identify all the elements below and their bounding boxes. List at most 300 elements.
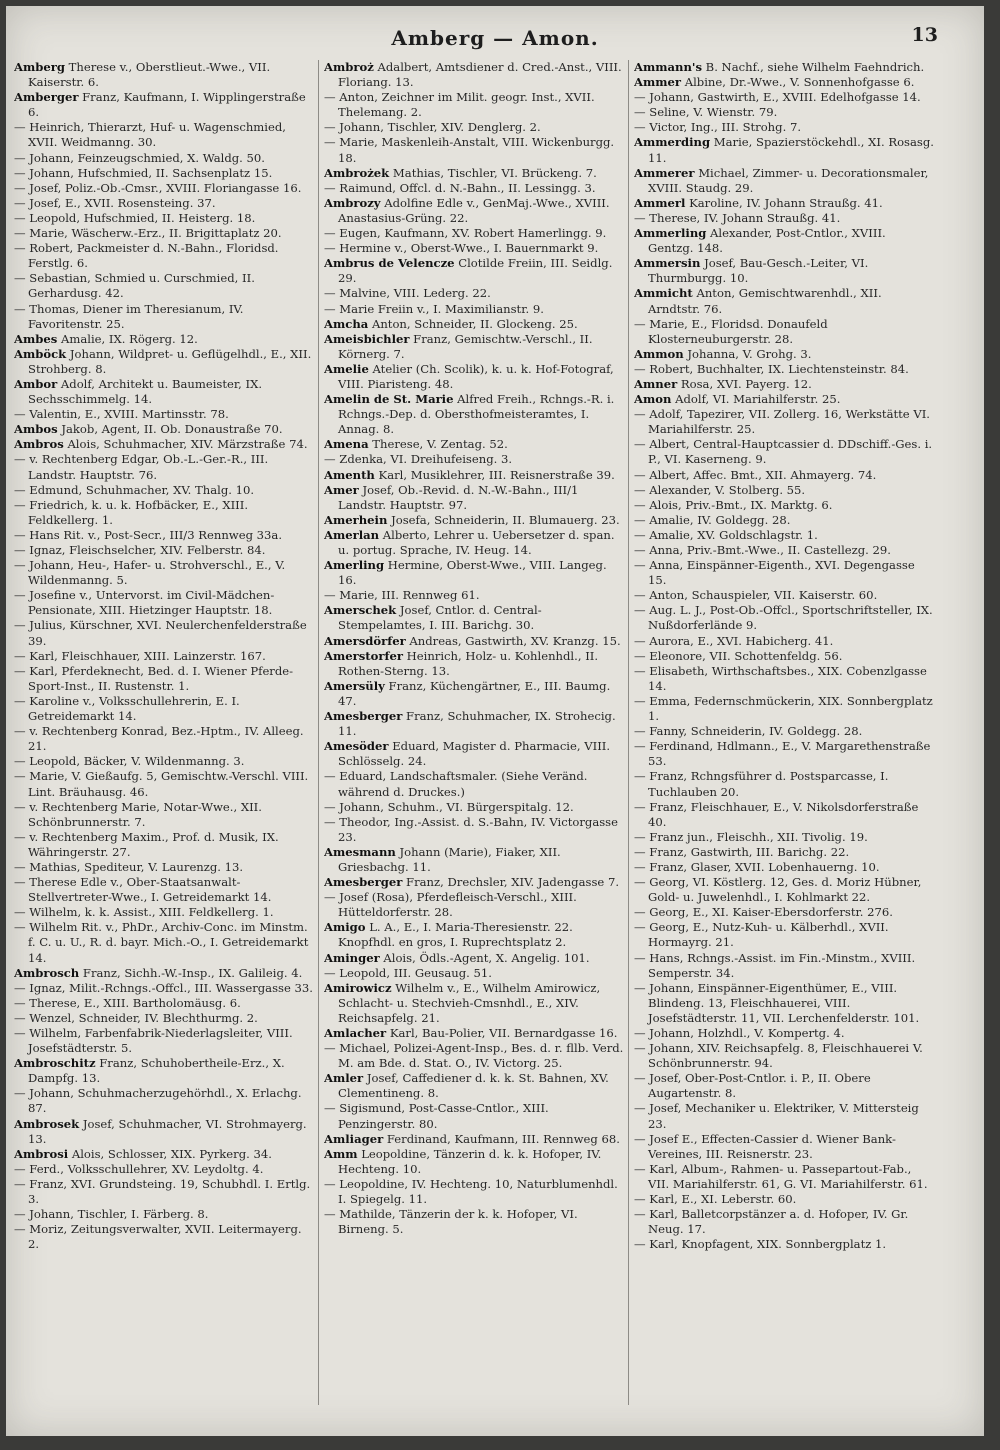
entry-surname: Amerlan (324, 527, 380, 542)
entry-details: Karl, Musiklehrer, III. Reisnerstraße 39. (378, 467, 615, 482)
entry-details: Amalie, IV. Goldegg. 28. (649, 512, 791, 527)
entry-details: Karl, Bau-Polier, VII. Bernardgasse 16. (389, 1026, 618, 1040)
directory-entry (324, 679, 624, 709)
directory-entry (634, 256, 934, 286)
entry-ditto-dash: — (14, 210, 26, 225)
entry-details: Wenzel, Schneider, IV. Blechthurmg. 2. (29, 1010, 258, 1025)
entry-details: Eugen, Kaufmann, XV. Robert Hamerlingg. 9. (339, 226, 607, 241)
directory-entry (14, 875, 314, 905)
entry-details: Karoline, IV. Johann Straußg. 41. (689, 195, 883, 210)
entry-details: Josef, Cntlor. d. Central-Stempelamtes, I. III. Barichg. 30. (338, 603, 542, 633)
directory-entry (14, 1056, 314, 1086)
entry-surname: Ambes (14, 331, 58, 346)
entry-ditto-dash: — (14, 527, 26, 542)
entry-details: Aurora, E., XVI. Habicherg. 41. (649, 633, 834, 648)
directory-entry (14, 920, 314, 965)
entry-details: Rosa, XVI. Payerg. 12. (680, 376, 812, 391)
entry-ditto-dash: — (14, 1207, 26, 1222)
directory-entry (634, 1026, 934, 1041)
entry-surname: Ambrozy (324, 195, 381, 210)
entry-ditto-dash: — (634, 588, 646, 603)
entry-details: Josef, Mechaniker u. Elektriker, V. Mittersteig 23. (648, 1101, 919, 1131)
entry-details: Franz, XVI. Grundsteing. 19, Schubhdl. I. Ertlg. 3. (28, 1176, 311, 1207)
entry-ditto-dash: — (14, 995, 26, 1010)
directory-entry (14, 332, 314, 347)
directory-entry (14, 120, 314, 150)
entry-ditto-dash: — (634, 799, 646, 814)
entry-details: v. Rechtenberg Edgar, Ob.-L.-Ger.-R., III. Landstr. Hauptstr. 76. (28, 452, 269, 482)
entry-ditto-dash: — (14, 1176, 26, 1191)
entry-details: Hans, Rchngs.-Assist. im Fin.-Minstm., XVIII. Semperstr. 34. (648, 950, 916, 980)
entry-surname: Ambrosek (14, 1116, 80, 1131)
entry-details: Franz, Küchengärtner, E., III. Baumg. 47. (338, 678, 611, 708)
directory-entry (634, 483, 934, 498)
directory-entry (14, 483, 314, 498)
directory-page (6, 6, 984, 1436)
entry-details: Ferdinand, Hdlmann., E., V. Margarethenstraße 53. (648, 739, 931, 769)
entry-details: Hans Rit. v., Post-Secr., III/3 Rennweg 33a. (29, 527, 283, 542)
entry-details: Franz, Rchngsführer d. Postsparcasse, I. Tuchlauben 20. (648, 769, 889, 799)
entry-details: Adolfine Edle v., GenMaj.-Wwe., XVIII. Anastasius-Grüng. 22. (338, 195, 610, 225)
entry-ditto-dash: — (14, 120, 26, 135)
entry-ditto-dash: — (14, 195, 26, 210)
entry-ditto-dash: — (634, 467, 646, 482)
directory-entry (14, 241, 314, 271)
directory-entry (634, 1207, 934, 1237)
directory-entry (14, 966, 314, 981)
entry-ditto-dash: — (324, 241, 336, 256)
directory-entry (324, 120, 624, 135)
entry-ditto-dash: — (634, 437, 646, 452)
directory-entry (634, 407, 934, 437)
entry-details: Johann, Heu-, Hafer- u. Strohverschl., E., V. Wildenmanng. 5. (28, 558, 286, 588)
directory-entry (14, 437, 314, 452)
directory-entry (324, 60, 624, 90)
entry-surname: Amliager (324, 1131, 384, 1146)
entry-ditto-dash: — (324, 1176, 336, 1191)
entry-ditto-dash: — (634, 407, 646, 422)
entry-details: Anton, Schauspieler, VII. Kaiserstr. 60. (649, 588, 878, 603)
entry-details: Johann, Hufschmied, II. Sachsenplatz 15. (29, 165, 273, 180)
page-header (6, 24, 984, 54)
entry-surname: Amberger (14, 90, 79, 105)
directory-entry (14, 1177, 314, 1207)
entry-ditto-dash: — (324, 301, 336, 316)
entry-ditto-dash: — (324, 799, 336, 814)
entry-details: Sigismund, Post-Casse-Cntlor., XIII. Penzingerstr. 80. (338, 1101, 549, 1131)
directory-entry (324, 317, 624, 332)
entry-details: Michael, Polizei-Agent-Insp., Bes. d. r. fllb. Verd. M. am Bde. d. Stat. O., IV. Victorg. 25. (338, 1041, 624, 1071)
directory-entry (634, 90, 934, 105)
directory-entry (634, 347, 934, 362)
entry-details: Georg, E., XI. Kaiser-Ebersdorferstr. 276. (649, 905, 893, 920)
entry-details: v. Rechtenberg Konrad, Bez.-Hptm., IV. Alleeg. 21. (28, 724, 304, 754)
entry-details: Marie, Maskenleih-Anstalt, VIII. Wickenburgg. 18. (338, 135, 615, 165)
directory-entry (14, 830, 314, 860)
directory-entry (634, 724, 934, 739)
directory-entry (324, 256, 624, 286)
entry-ditto-dash: — (14, 875, 26, 890)
directory-entry (634, 920, 934, 950)
running-head: Amberg — Amon. (391, 26, 599, 50)
entry-ditto-dash: — (634, 1041, 646, 1056)
directory-entry (324, 815, 624, 845)
entry-details: Marie, E., Floridsd. Donaufeld Klosterneuburgerstr. 28. (648, 316, 828, 346)
directory-entry (324, 1132, 624, 1147)
entry-details: Therese, E., XIII. Bartholomäusg. 6. (29, 995, 241, 1010)
entry-details: Adolf, VI. Mariahilferstr. 25. (675, 392, 841, 407)
entry-ditto-dash: — (14, 724, 26, 739)
entry-surname: Ambros (14, 437, 64, 452)
directory-entry (14, 1026, 314, 1056)
entry-ditto-dash: — (634, 1071, 646, 1086)
directory-entry (324, 513, 624, 528)
directory-entry (14, 166, 314, 181)
entry-details: Mathias, Spediteur, V. Laurenzg. 13. (29, 859, 244, 874)
directory-entry (14, 618, 314, 648)
directory-entry (324, 452, 624, 467)
entry-surname: Amesmann (324, 844, 396, 859)
entry-ditto-dash: — (634, 1192, 646, 1207)
entry-details: Aug. L. J., Post-Ob.-Offcl., Sportschriftsteller, IX. Nußdorferlände 9. (648, 603, 933, 633)
entry-details: Wilhelm, Farbenfabrik-Niederlagsleiter, VIII. Josefstädterstr. 5. (28, 1026, 293, 1056)
entry-details: Robert, Packmeister d. N.-Bahn., Floridsd. Ferstlg. 6. (28, 241, 279, 271)
directory-entry (324, 981, 624, 1026)
entry-details: Anna, Einspänner-Eigenth., XVI. Degengasse 15. (648, 558, 915, 588)
entry-details: Johann, Einspänner-Eigenthümer, E., VIII. Blindeng. 13, Fleischhauerei, VIII. Josefstädterstr. 11, VII. Lerchenfelderstr. 101. (648, 980, 920, 1025)
directory-entry (324, 966, 624, 981)
entry-details: Franz, Schuhobertheile-Erz., X. Dampfg. 13. (28, 1056, 285, 1086)
entry-details: Josef, Bau-Gesch.-Leiter, VI. Thurmburgg. 10. (648, 256, 869, 286)
entry-details: Johann, Wildpret- u. Geflügelhdl., E., XII. Strohberg. 8. (28, 346, 312, 376)
entry-ditto-dash: — (634, 210, 646, 225)
entry-ditto-dash: — (14, 799, 26, 814)
directory-column-2 (324, 60, 624, 1420)
entry-details: Wilhelm Rit. v., PhDr., Archiv-Conc. im Minstm. f. C. u. U., R. d. bayr. Mich.-O., I. Getreidemarkt 14. (28, 920, 309, 965)
entry-ditto-dash: — (324, 588, 336, 603)
entry-details: L. A., E., I. Maria-Theresienstr. 22. Knopfhdl. en gros, I. Ruprechtsplatz 2. (338, 920, 573, 950)
directory-entry (634, 558, 934, 588)
directory-entry (14, 996, 314, 1011)
directory-entry (634, 769, 934, 799)
entry-surname: Amesberger (324, 875, 403, 890)
entry-ditto-dash: — (14, 693, 26, 708)
entry-details: Josef (Rosa), Pferdefleisch-Verschl., XIII. Hütteldorferstr. 28. (338, 890, 577, 920)
entry-details: v. Rechtenberg Marie, Notar-Wwe., XII. Schönbrunnerstr. 7. (28, 799, 262, 829)
entry-details: Alexander, Post-Cntlor., XVIII. Gentzg. 148. (648, 226, 886, 256)
entry-ditto-dash: — (14, 1086, 26, 1101)
entry-details: Marie, V. Gießaufg. 5, Gemischtw.-Verschl. VIII. Lint. Bräuhausg. 46. (28, 769, 309, 799)
directory-entry (14, 588, 314, 618)
entry-details: Heinrich, Holz- u. Kohlenhdl., II. Rothen-Sterng. 13. (338, 648, 599, 678)
directory-entry (324, 90, 624, 120)
directory-entry (324, 588, 624, 603)
entry-details: Atelier (Ch. Scolik), k. u. k. Hof-Fotograf, VIII. Piaristeng. 48. (338, 361, 614, 391)
entry-ditto-dash: — (14, 1010, 26, 1025)
entry-details: Karl, Album-, Rahmen- u. Passepartout-Fab., VII. Mariahilferstr. 61, G. VI. Mariahilferstr. 61. (648, 1161, 928, 1191)
entry-details: Alfred Freih., Rchngs.-R. i. Rchngs.-Dep. d. Obersthofmeisteramtes, I. Annag. 8. (338, 392, 615, 437)
entry-surname: Amigo (324, 920, 366, 935)
directory-entry (14, 1162, 314, 1177)
entry-surname: Amon (634, 392, 672, 407)
entry-ditto-dash: — (324, 180, 336, 195)
entry-details: Josef, Ober-Post-Cntlor. i. P., II. Obere Augartenstr. 8. (648, 1071, 871, 1101)
entry-ditto-dash: — (14, 1161, 26, 1176)
entry-surname: Amlacher (324, 1026, 387, 1040)
directory-entry (14, 422, 314, 437)
entry-details: Thomas, Diener im Theresianum, IV. Favoritenstr. 25. (28, 301, 244, 331)
entry-details: B. Nachf., siehe Wilhelm Faehndrich. (705, 60, 925, 74)
entry-ditto-dash: — (14, 543, 26, 557)
entry-details: Alois, Priv.-Bmt., IX. Marktg. 6. (649, 497, 833, 512)
entry-ditto-dash: — (14, 497, 26, 512)
entry-details: Friedrich, k. u. k. Hofbäcker, E., XIII. Feldkellerg. 1. (28, 497, 248, 527)
entry-ditto-dash: — (324, 452, 336, 467)
directory-entry (324, 181, 624, 196)
directory-entry (14, 1086, 314, 1116)
entry-details: Karoline v., Volksschullehrerin, E. I. Getreidemarkt 14. (28, 693, 240, 724)
directory-entry (634, 528, 934, 543)
directory-entry (324, 483, 624, 513)
entry-ditto-dash: — (324, 286, 336, 301)
directory-entry (634, 830, 934, 845)
entry-details: Franz, Gemischtw.-Verschl., II. Körnerg. 7. (338, 331, 593, 361)
directory-entry (634, 1071, 934, 1101)
entry-details: Edmund, Schuhmacher, XV. Thalg. 10. (29, 482, 255, 497)
directory-entry (14, 649, 314, 664)
directory-entry (634, 951, 934, 981)
entry-details: Franz, Fleischhauer, E., V. Nikolsdorferstraße 40. (648, 799, 919, 829)
entry-surname: Amcha (324, 316, 369, 331)
entry-details: Anna, Priv.-Bmt.-Wwe., II. Castellezg. 29. (649, 543, 891, 557)
entry-ditto-dash: — (14, 165, 26, 180)
directory-entry (634, 60, 934, 75)
directory-entry (14, 754, 314, 769)
directory-entry (324, 1026, 624, 1041)
directory-entry (634, 1132, 934, 1162)
entry-ditto-dash: — (634, 120, 646, 135)
entry-details: Karl, E., XI. Leberstr. 60. (649, 1192, 797, 1207)
entry-details: Heinrich, Thierarzt, Huf- u. Wagenschmied, XVII. Weidmanng. 30. (28, 120, 286, 150)
entry-details: Georg, E., Nutz-Kuh- u. Kälberhdl., XVII. Hormayrg. 21. (648, 920, 889, 950)
directory-entry (324, 226, 624, 241)
entry-details: Elisabeth, Wirthschaftsbes., XIX. Cobenzlgasse 14. (648, 663, 927, 693)
directory-entry (634, 603, 934, 633)
entry-ditto-dash: — (634, 663, 646, 678)
entry-details: Alexander, V. Stolberg. 55. (649, 482, 806, 497)
directory-entry (324, 392, 624, 437)
entry-details: Franz, Drechsler, XIV. Jadengasse 7. (406, 875, 620, 890)
directory-entry (634, 105, 934, 120)
directory-entry (634, 845, 934, 860)
entry-ditto-dash: — (14, 180, 26, 195)
entry-details: Josef, E., XVII. Rosensteing. 37. (29, 195, 216, 210)
entry-details: Franz, Schuhmacher, IX. Strohecig. 11. (338, 709, 616, 739)
entry-details: Albert, Central-Hauptcassier d. DDschiff.-Ges. i. P., VI. Kaserneng. 9. (648, 437, 933, 467)
entry-details: Emma, Federnschmückerin, XIX. Sonnbergplatz 1. (648, 693, 933, 724)
entry-ditto-dash: — (634, 558, 646, 573)
directory-entry (324, 468, 624, 483)
entry-details: Jakob, Agent, II. Ob. Donaustraße 70. (61, 422, 283, 437)
entry-details: Johann (Marie), Fiaker, XII. Griesbachg. 11. (338, 844, 561, 874)
entry-ditto-dash: — (634, 512, 646, 527)
entry-ditto-dash: — (14, 754, 26, 769)
entry-ditto-dash: — (634, 1207, 646, 1222)
directory-entry (634, 1192, 934, 1207)
directory-entry (14, 1207, 314, 1222)
page-number: 13 (911, 24, 938, 46)
entry-details: Leopoldine, Tänzerin d. k. k. Hofoper, IV. Hechteng. 10. (338, 1146, 602, 1176)
entry-details: Karl, Balletcorpstänzer a. d. Hofoper, IV. Gr. Neug. 17. (648, 1207, 909, 1237)
directory-entry (324, 739, 624, 769)
entry-details: Therese v., Oberstlieut.-Wwe., VII. Kaiserstr. 6. (28, 60, 271, 90)
entry-details: Anton, Gemischtwarenhdl., XII. Arndtstr. 76. (648, 286, 882, 316)
entry-ditto-dash: — (634, 1237, 646, 1252)
directory-entry (14, 724, 314, 754)
entry-details: Josef, Ob.-Revid. d. N.-W.-Bahn., III/1 Landstr. Hauptstr. 97. (338, 482, 579, 512)
entry-details: Moriz, Zeitungsverwalter, XVII. Leitermayerg. 2. (28, 1222, 302, 1252)
entry-ditto-dash: — (14, 226, 26, 241)
entry-surname: Amerling (324, 558, 385, 573)
entry-surname: Amelie (324, 361, 369, 376)
entry-details: Mathias, Tischler, VI. Brückeng. 7. (392, 165, 597, 180)
directory-entry (634, 1237, 934, 1252)
entry-details: Karl, Pferdeknecht, Bed. d. I. Wiener Pferde-Sport-Inst., II. Rustenstr. 1. (28, 663, 294, 693)
entry-details: Michael, Zimmer- u. Decorationsmaler, XVIII. Staudg. 29. (648, 165, 929, 195)
directory-entry (14, 1222, 314, 1252)
directory-entry (324, 437, 624, 452)
directory-entry (634, 1101, 934, 1131)
entry-ditto-dash: — (634, 875, 646, 890)
entry-ditto-dash: — (634, 1131, 646, 1146)
entry-details: Josef, Poliz.-Ob.-Cmsr., XVIII. Floriangasse 16. (29, 180, 302, 195)
entry-surname: Ambos (14, 422, 58, 437)
entry-surname: Amena (324, 437, 369, 452)
entry-ditto-dash: — (14, 920, 26, 935)
directory-entry (14, 196, 314, 211)
entry-surname: Ambrosi (14, 1146, 69, 1161)
entry-surname: Amberg (14, 60, 65, 74)
entry-details: Johanna, V. Grohg. 3. (687, 346, 812, 361)
entry-details: Marie, Wäscherw.-Erz., II. Brigittaplatz 20. (29, 226, 282, 241)
directory-entry (14, 558, 314, 588)
entry-details: Franz jun., Fleischh., XII. Tivolig. 19. (649, 829, 868, 844)
entry-details: Alberto, Lehrer u. Uebersetzer d. span. u. portug. Sprache, IV. Heug. 14. (338, 527, 615, 557)
directory-entry (324, 528, 624, 558)
directory-entry (634, 211, 934, 226)
directory-entry (634, 543, 934, 558)
entry-details: Ferd., Volksschullehrer, XV. Leydoltg. 4. (29, 1161, 264, 1176)
entry-details: Sebastian, Schmied u. Curschmied, II. Gerhardusg. 42. (28, 271, 255, 301)
directory-entry (14, 226, 314, 241)
entry-surname: Ammann's (634, 60, 702, 74)
entry-ditto-dash: — (14, 859, 26, 874)
entry-ditto-dash: — (634, 497, 646, 512)
directory-entry (634, 468, 934, 483)
entry-ditto-dash: — (634, 105, 646, 120)
entry-ditto-dash: — (14, 648, 26, 663)
entry-ditto-dash: — (634, 543, 646, 557)
entry-details: Josef, Caffediener d. k. k. St. Bahnen, XV. Clementineng. 8. (338, 1071, 609, 1101)
directory-entry (14, 800, 314, 830)
entry-ditto-dash: — (14, 1222, 26, 1237)
directory-entry (634, 317, 934, 347)
directory-entry (14, 860, 314, 875)
entry-ditto-dash: — (324, 814, 336, 829)
entry-surname: Ammerding (634, 135, 711, 150)
entry-details: Georg, VI. Köstlerg. 12, Ges. d. Moriz Hübner, Gold- u. Juwelenhdl., I. Kohlmarkt 22. (648, 875, 922, 905)
entry-details: Karl, Knopfagent, XIX. Sonnbergplatz 1. (649, 1237, 887, 1252)
entry-details: Raimund, Offcl. d. N.-Bahn., II. Lessingg. 3. (339, 180, 596, 195)
directory-entry (324, 286, 624, 301)
directory-entry (634, 1041, 934, 1071)
entry-ditto-dash: — (324, 965, 336, 980)
entry-surname: Amerstorfer (324, 648, 403, 663)
entry-details: Adolf, Tapezirer, VII. Zollerg. 16, Werkstätte VI. Mariahilferstr. 25. (648, 407, 930, 437)
entry-ditto-dash: — (634, 648, 646, 663)
column-rule (628, 60, 629, 1405)
entry-ditto-dash: — (634, 859, 646, 874)
entry-details: Ferdinand, Kaufmann, III. Rennweg 68. (386, 1131, 620, 1146)
entry-details: Leopold, Bäcker, V. Wildenmanng. 3. (29, 754, 245, 769)
entry-ditto-dash: — (634, 1161, 646, 1176)
directory-entry (634, 120, 934, 135)
entry-ditto-dash: — (14, 558, 26, 573)
directory-entry (324, 302, 624, 317)
entry-details: Wilhelm v., E., Wilhelm Amirowicz, Schlacht- u. Stechvieh-Cmsnhdl., E., XIV. Reichsapfelg. 21. (338, 980, 601, 1025)
directory-entry (14, 1147, 314, 1162)
entry-details: Ignaz, Milit.-Rchngs.-Offcl., III. Wassergasse 33. (29, 980, 313, 995)
entry-ditto-dash: — (324, 120, 336, 135)
directory-entry (634, 860, 934, 875)
directory-entry (14, 694, 314, 724)
entry-details: Therese Edle v., Ober-Staatsanwalt-Stellvertreter-Wwe., I. Getreidemarkt 14. (28, 875, 272, 905)
directory-entry (324, 875, 624, 890)
directory-entry (324, 603, 624, 633)
entry-details: Clotilde Freiin, III. Seidlg. 29. (338, 256, 613, 286)
directory-entry (324, 558, 624, 588)
directory-entry (14, 407, 314, 422)
entry-surname: Ambrożek (324, 165, 390, 180)
entry-details: Therese, V. Zentag. 52. (372, 437, 508, 452)
entry-details: Andreas, Gastwirth, XV. Kranzg. 15. (409, 633, 621, 648)
entry-surname: Amer (324, 482, 359, 497)
entry-details: Theodor, Ing.-Assist. d. S.-Bahn, IV. Victorgasse 23. (338, 814, 618, 844)
directory-entry (324, 332, 624, 362)
entry-details: Marie, III. Rennweg 61. (339, 588, 480, 603)
entry-details: Eleonore, VII. Schottenfeldg. 56. (649, 648, 843, 663)
entry-details: Leopold, III. Geusaug. 51. (339, 965, 492, 980)
entry-surname: Ammon (634, 346, 684, 361)
entry-ditto-dash: — (324, 226, 336, 241)
directory-entry (634, 634, 934, 649)
entry-surname: Ammerer (634, 165, 695, 180)
directory-entry (634, 437, 934, 467)
directory-entry (324, 845, 624, 875)
entry-details: v. Rechtenberg Maxim., Prof. d. Musik, IX. Währingerstr. 27. (28, 829, 279, 859)
entry-details: Franz, Kaufmann, I. Wipplingerstraße 6. (28, 90, 306, 120)
directory-entry (324, 951, 624, 966)
directory-entry (324, 1071, 624, 1101)
entry-ditto-dash: — (14, 980, 26, 995)
entry-details: Adolf, Architekt u. Baumeister, IX. Sechsschimmelg. 14. (28, 376, 263, 407)
entry-details: Leopoldine, IV. Hechteng. 10, Naturblumenhdl. I. Spiegelg. 11. (338, 1176, 618, 1207)
entry-ditto-dash: — (14, 150, 26, 165)
entry-ditto-dash: — (634, 829, 646, 844)
entry-ditto-dash: — (14, 769, 26, 784)
directory-entry (324, 1177, 624, 1207)
entry-details: Josefine v., Untervorst. im Civil-Mädchen-Pensionate, XIII. Hietzinger Hauptstr. 18. (28, 588, 275, 618)
